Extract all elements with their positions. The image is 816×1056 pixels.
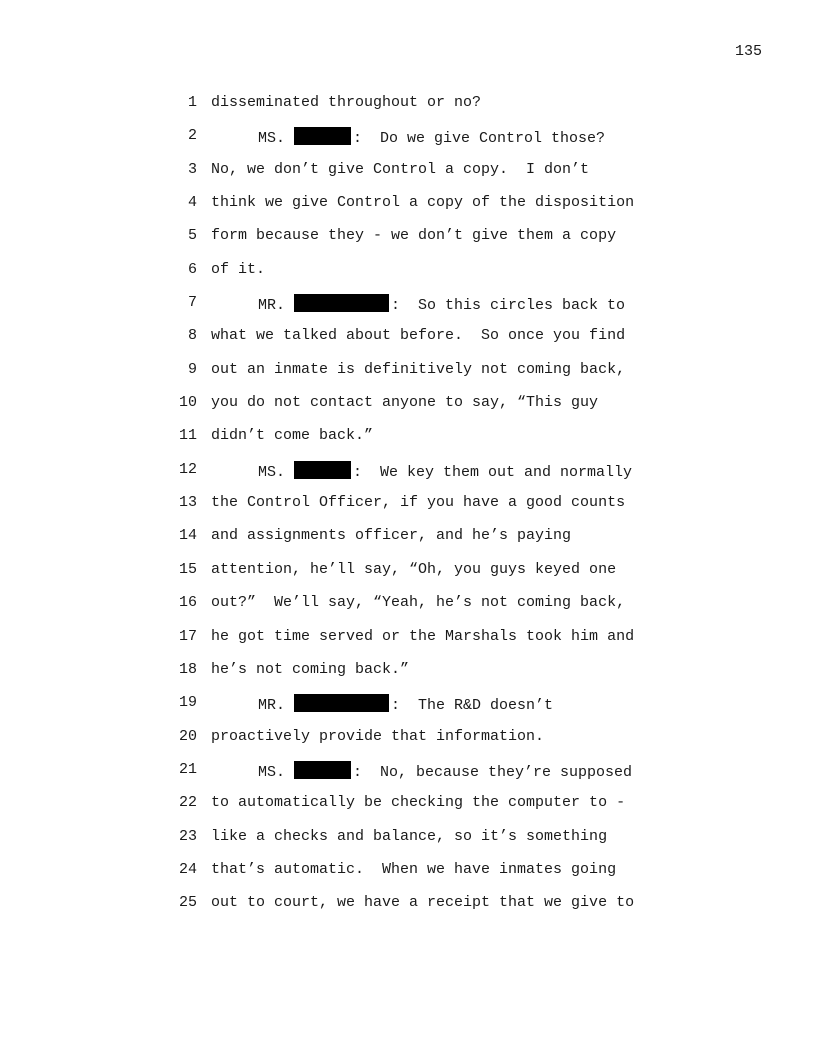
line-text (211, 461, 632, 482)
transcript-line (0, 628, 816, 661)
line-text: disseminated throughout or no? (211, 94, 482, 111)
line-text: to automatically be checking the computer to - (211, 794, 626, 812)
line-number: 20 (178, 727, 197, 745)
page-number: 135 (734, 43, 762, 60)
line-number: 4 (187, 194, 197, 212)
transcript-line (0, 694, 816, 727)
transcript-line (0, 227, 816, 260)
transcript-line (0, 861, 816, 894)
line-number: 8 (187, 327, 197, 345)
line-number: 2 (187, 127, 197, 145)
line-number: 21 (178, 760, 197, 778)
line-text: what we talked about before. So once you find (211, 327, 626, 345)
line-text: and assignments officer, and he’s paying (211, 527, 572, 545)
line-text: out to court, we have a receipt that we give to (211, 894, 635, 912)
transcript-line (0, 194, 816, 227)
speech-text: : So this circles back to (391, 297, 626, 315)
line-text: the Control Officer, if you have a good counts (211, 494, 626, 512)
line-text: form because they - we don’t give them a copy (211, 227, 617, 245)
line-number: 11 (178, 427, 197, 445)
transcript-line (0, 828, 816, 861)
line-text: out an inmate is definitively not coming back, (211, 360, 626, 378)
transcript-line (0, 294, 816, 327)
line-text: didn’t come back.” (211, 427, 374, 445)
transcript-line (0, 161, 816, 194)
line-number: 13 (178, 494, 197, 512)
transcript-line (0, 661, 816, 694)
line-number: 23 (178, 827, 197, 845)
line-text: proactively provide that information. (211, 727, 545, 745)
transcript-line (0, 594, 816, 627)
line-text: like a checks and balance, so it’s something (211, 827, 608, 845)
line-text: attention, he’ll say, “Oh, you guys keyed one (211, 560, 617, 578)
line-text (211, 761, 632, 782)
line-text: he got time served or the Marshals took him and (211, 627, 635, 645)
line-number: 16 (178, 594, 197, 612)
speaker-title: MS. (258, 463, 286, 481)
speech-text: : No, because they’re supposed (353, 763, 633, 781)
transcript-line (0, 361, 816, 394)
transcript-line (0, 794, 816, 827)
transcript-line (0, 894, 816, 927)
line-text: think we give Control a copy of the disposition (211, 194, 635, 212)
line-text: out?” We’ll say, “Yeah, he’s not coming back, (211, 594, 626, 612)
speaker-title: MS. (258, 130, 286, 148)
speaker-title: MS. (258, 763, 286, 781)
line-number: 18 (178, 660, 197, 678)
line-text (211, 694, 553, 715)
speech-text: : Do we give Control those? (353, 130, 606, 148)
transcript-line (0, 261, 816, 294)
line-number: 17 (178, 627, 197, 645)
line-text: you do not contact anyone to say, “This guy (211, 394, 599, 412)
line-number: 6 (187, 260, 197, 278)
line-number: 7 (187, 294, 197, 312)
speaker-title: MR. (258, 297, 286, 315)
line-number: 12 (178, 460, 197, 478)
line-number: 1 (187, 94, 197, 111)
transcript-line (0, 561, 816, 594)
redaction-bar (294, 127, 351, 145)
redaction-bar (294, 694, 389, 712)
line-text: that’s automatic. When we have inmates going (211, 860, 617, 878)
line-text: No, we don’t give Control a copy. I don’t (211, 160, 590, 178)
line-text: of it. (211, 260, 266, 278)
speaker-title: MR. (258, 697, 286, 715)
redaction-bar (294, 761, 351, 779)
transcript-line (0, 427, 816, 460)
line-number: 10 (178, 394, 197, 412)
line-number: 3 (187, 160, 197, 178)
transcript-body (0, 94, 816, 928)
line-number: 24 (178, 860, 197, 878)
redaction-bar (294, 461, 351, 479)
transcript-line (0, 94, 816, 127)
transcript-line (0, 327, 816, 360)
line-number: 22 (178, 794, 197, 812)
transcript-line (0, 761, 816, 794)
line-number: 15 (178, 560, 197, 578)
line-text (211, 294, 625, 315)
transcript-line (0, 127, 816, 160)
line-text: he’s not coming back.” (211, 660, 410, 678)
line-number: 5 (187, 227, 197, 245)
redaction-bar (294, 294, 389, 312)
line-number: 9 (187, 360, 197, 378)
line-number: 25 (178, 894, 197, 912)
transcript-line (0, 728, 816, 761)
transcript-line (0, 394, 816, 427)
speech-text: : The R&D doesn’t (391, 697, 554, 715)
line-text (211, 127, 605, 148)
speech-text: : We key them out and normally (353, 463, 633, 481)
transcript-line (0, 527, 816, 560)
line-number: 14 (178, 527, 197, 545)
transcript-line (0, 494, 816, 527)
transcript-line (0, 461, 816, 494)
line-number: 19 (178, 694, 197, 712)
